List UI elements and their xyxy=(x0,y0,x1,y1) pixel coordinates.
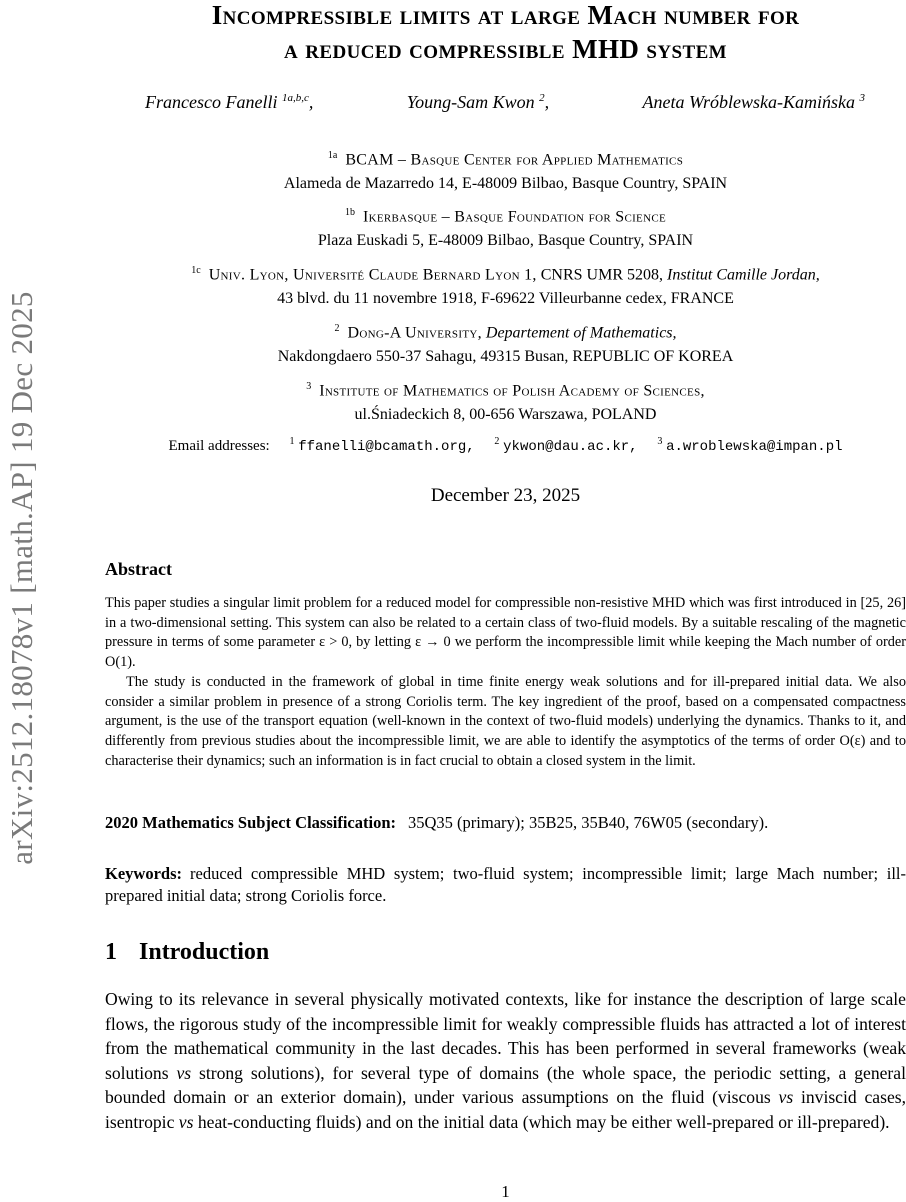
affiliation: $^3$ Institute of Mathematics of Polish Academy of Sciences, ul.Śniadeckich 8, 00-656 Warszawa, POLAND xyxy=(306,381,705,424)
arxiv-sidebar xyxy=(0,0,50,1200)
abstract-body xyxy=(105,594,906,771)
email-link[interactable]: a.wroblewska@impan.pl xyxy=(666,439,843,455)
author: Aneta Wróblewska-Kamińska $^3$ xyxy=(642,92,865,112)
abstract-paragraph: The study is conducted in the framework of global in time finite energy weak solutions and for ill-prepared initial data. We also consider a similar problem in presence of a strong Coriolis term. The key ingredient of the proof, based on a compensated compactness argument, is the use of the transport equation (well-known in the context of two-fluid models) underlying the dynamics. Thanks to it, and differently from previous studies about the incompressible limit, we are able to identify the asymptotics of the terms of order O(ε) and to characterise their dynamics; such an information is in fact crucial to obtain a closed system in the limit. xyxy=(105,673,906,769)
section-heading: 1 Introduction xyxy=(105,939,270,965)
title-line-2: a reduced compressible MHD system xyxy=(284,34,727,64)
email-link[interactable]: ykwon@dau.ac.kr, xyxy=(503,439,638,455)
title-line-1: Incompressible limits at large Mach number for xyxy=(211,0,800,30)
publication-date: December 23, 2025 xyxy=(430,485,581,506)
abstract-heading: Abstract xyxy=(105,559,172,579)
page-number: 1 xyxy=(501,1182,510,1201)
affiliation: $^{1c}$ Univ. Lyon, Université Claude Bernard Lyon 1, CNRS UMR 5208, Institut Camille Jordan, 43 blvd. du 11 novembre 1918, F-69622 Villeurbanne cedex, FRANCE xyxy=(191,265,820,308)
affiliation: $^{1b}$ Ikerbasque – Basque Foundation for Science Plaza Euskadi 5, E-48009 Bilbao, Basque Country, SPAIN xyxy=(317,207,694,250)
msc-classification: 2020 Mathematics Subject Classification: 35Q35 (primary); 35B25, 35B40, 76W05 (secondary). xyxy=(105,813,769,832)
author: Francesco Fanelli $^{1a,b,c}$, xyxy=(145,92,314,112)
affiliation: $^2$ Dong-A University, Departement of Mathematics, Nakdongdaero 550-37 Sahagu, 49315 Busan, REPUBLIC OF KOREA xyxy=(277,323,734,366)
email-addresses: Email addresses: $^1$ ffanelli@bcamath.org, $^2$ ykwon@dau.ac.kr, $^3$ a.wroblewska@impan.pl xyxy=(168,436,843,455)
keywords: Keywords: reduced compressible MHD system; two-fluid system; incompressible limit; large Mach number; ill-prepared initial data; strong Coriolis force. xyxy=(105,864,906,905)
introduction-paragraph: Owing to its relevance in several physically motivated contexts, like for instance the description of large scale flows, the rigorous study of the incompressible limit for weakly compressible fluids has attracted a lot of interest from the mathematical community in the last decades. This has been performed in several frameworks (weak solutions vs strong solutions), for several type of domains (the whole space, the periodic setting, a general bounded domain or an exterior domain), under various assumptions on the fluid (viscous vs inviscid cases, isentropic vs heat-conducting fluids) and on the initial data (which may be either well-prepared or ill-prepared). xyxy=(105,989,906,1132)
author-list xyxy=(145,92,865,113)
abstract-paragraph: This paper studies a singular limit problem for a reduced model for compressible non-resistive MHD which was first introduced in [25, 26] in a two-dimensional setting. This system can also be related to a certain class of two-fluid models. By a suitable rescaling of the magnetic pressure in terms of some parameter ε > 0, by letting ε → 0 we perform the incompressible limit while keeping the Mach number of order O(1). xyxy=(105,595,906,671)
email-link[interactable]: ffanelli@bcamath.org, xyxy=(298,439,475,455)
author: Young-Sam Kwon $^2$, xyxy=(406,92,550,112)
affiliation: $^{1a}$ BCAM – Basque Center for Applied Mathematics Alameda de Mazarredo 14, E-48009 Bilbao, Basque Country, SPAIN xyxy=(283,150,728,193)
arxiv-identifier: arXiv:2512.18078v1 [math.AP] 19 Dec 2025 xyxy=(4,291,39,865)
